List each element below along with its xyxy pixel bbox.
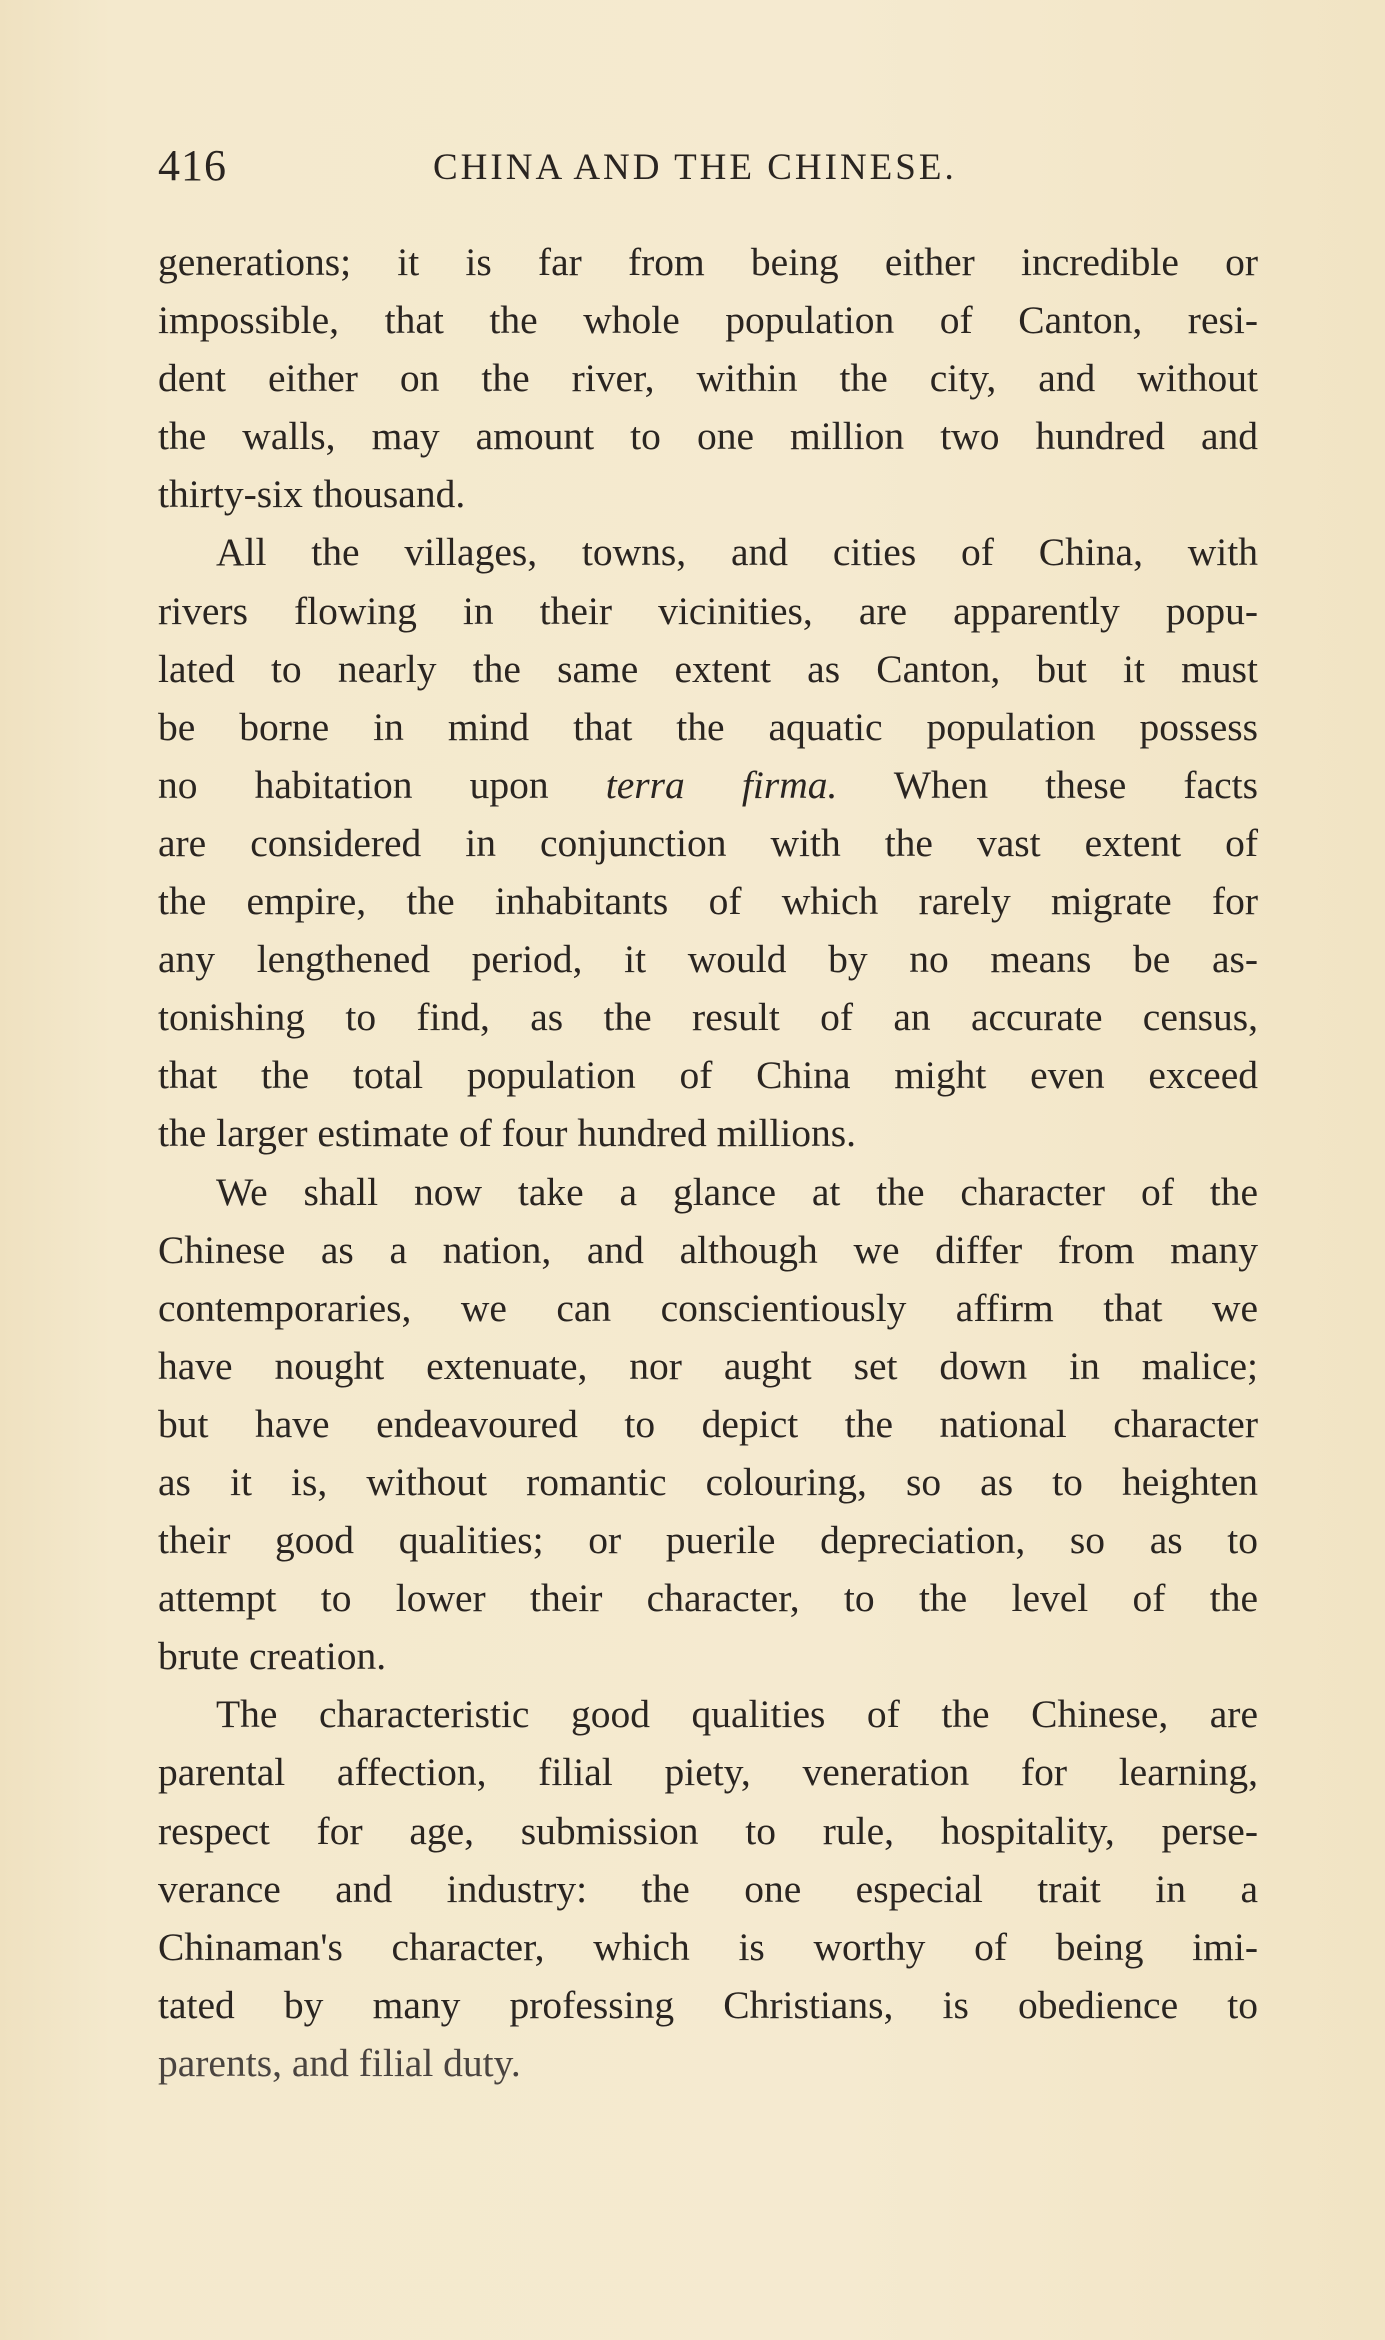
text-line: as it is, without romantic colouring, so as to heighten [158,1459,1258,1504]
page-header [158,140,1258,200]
text-line: Chinaman's character, which is worthy of being imi- [158,1924,1258,1969]
text-line: the empire, the inhabitants of which rarely migrate for [158,879,1258,924]
running-title: CHINA AND THE CHINESE. [433,147,957,188]
text-line: generations; it is far from being either incredible or [158,240,1258,284]
text-line: parental affection, filial piety, veneration for learning, [158,1750,1258,1795]
text-line: the walls, may amount to one million two hundred and [158,414,1258,459]
text-segment: When these facts [893,762,1258,807]
text-line: dent either on the river, within the city, and without [158,356,1258,401]
text-line: attempt to lower their character, to the level of the [158,1576,1258,1621]
text-line: any lengthened period, it would by no means be as- [158,937,1258,982]
paragraph-start-line: We shall now take a glance at the character of the [216,1169,1258,1214]
text-line: tonishing to find, as the result of an accurate census, [158,995,1258,1040]
text-line: brute creation. [158,1634,387,1679]
paragraph-start-line: The characteristic good qualities of the Chinese, are [216,1692,1258,1737]
text-line: their good qualities; or puerile depreciation, so as to [158,1518,1258,1563]
text-line: impossible, that the whole population of Canton, resi- [158,298,1258,343]
text-line: tated by many professing Christians, is obedience to [158,1982,1258,2027]
paragraph-start-line: All the villages, towns, and cities of China, with [216,530,1258,575]
body-text [158,233,1258,2092]
text-line: verance and industry: the one especial trait in a [158,1866,1258,1911]
text-line: that the total population of China might even exceed [158,1053,1258,1098]
text-line: lated to nearly the same extent as Canton, but it must [158,646,1258,691]
text-line: but have endeavoured to depict the national character [158,1401,1258,1446]
text-line: contemporaries, we can conscientiously affirm that we [158,1285,1258,1330]
text-line: the larger estimate of four hundred millions. [158,1111,857,1156]
text-line: have nought extenuate, nor aught set down in malice; [158,1343,1258,1388]
text-line: rivers flowing in their vicinities, are apparently popu- [158,588,1258,633]
text-line: Chinese as a nation, and although we differ from many [158,1227,1258,1272]
text-line: are considered in conjunction with the vast extent of [158,820,1258,865]
text-line: respect for age, submission to rule, hospitality, perse- [158,1808,1258,1853]
text-line: be borne in mind that the aquatic population possess [158,704,1258,749]
text-segment: no habitation upon [158,762,549,807]
text-line [158,756,1258,814]
italic-phrase: terra firma. [605,762,838,807]
text-line: thirty-six thousand. [158,472,466,517]
text-line: parents, and filial duty. [158,2040,521,2085]
page-number: 416 [158,141,227,190]
